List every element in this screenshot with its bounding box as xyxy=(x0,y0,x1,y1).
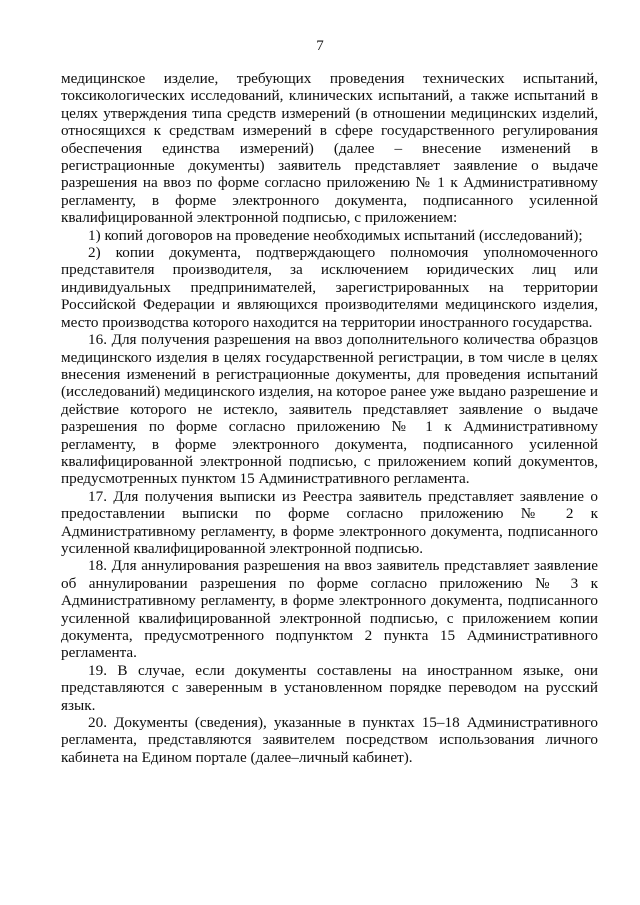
paragraph-17: 17. Для получения выписки из Реестра заявитель представляет заявление о предоставлении выписки по форме согласно приложению № 2 к Административному регламенту, в форме электронного документа, подписанного усиленной квалифицированной электронной подписью. xyxy=(61,487,598,557)
paragraph-19: 19. В случае, если документы составлены на иностранном языке, они представляются с заверенным в установленном порядке переводом на русский язык. xyxy=(61,661,598,714)
paragraph-20: 20. Документы (сведения), указанные в пунктах 15–18 Административного регламента, представляются заявителем посредством использования личного кабинета на Едином портале (далее–личный кабинет). xyxy=(61,714,598,766)
paragraph-item-2: 2) копии документа, подтверждающего полномочия уполномоченного представителя производителя, за исключением юридических лиц или индивидуальных предпринимателей, зарегистрированных на территории Российской Федерации и являющихся производителями медицинского изделия, место производства которого находится на территории иностранного государства. xyxy=(61,244,598,331)
paragraph-continuation: медицинское изделие, требующих проведения технических испытаний, токсикологических исследований, клинических испытаний, а также испытаний в целях утверждения типа средств измерений (в отношении медицинских изделий, относящихся к средствам измерений в сфере государственного регулирования обеспечения единства измерений) (далее – внесение изменений в регистрационные документы) заявитель представляет заявление о выдаче разрешения на ввоз по форме согласно приложению № 1 к Административному регламенту, в форме электронного документа, подписанного усиленной квалифицированной электронной подписью, с приложением: xyxy=(61,70,598,227)
paragraph-18: 18. Для аннулирования разрешения на ввоз заявитель представляет заявление об аннулировании разрешения по форме согласно приложению № 3 к Административному регламенту, в форме электронного документа, подписанного усиленной квалифицированной электронной подписью, с приложением копии документа, предусмотренного подпунктом 2 пункта 15 Административного регламента. xyxy=(61,557,598,662)
page-number: 7 xyxy=(316,38,324,54)
paragraph-16: 16. Для получения разрешения на ввоз дополнительного количества образцов медицинского изделия в целях государственной регистрации, в том числе в целях внесения изменений в регистрационные документы, для проведения испытаний (исследований) медицинского изделия, на которое ранее уже выдано разрешение и действие которого не истекло, заявитель представляет заявление о выдаче разрешения по форме согласно приложению № 1 к Административному регламенту, в форме электронного документа, подписанного усиленной квалифицированной электронной подписью, с приложением копий документов, предусмотренных пунктом 15 Административного регламента. xyxy=(61,331,598,488)
document-body xyxy=(61,70,598,766)
paragraph-item-1: 1) копий договоров на проведение необходимых испытаний (исследований); xyxy=(88,226,583,244)
